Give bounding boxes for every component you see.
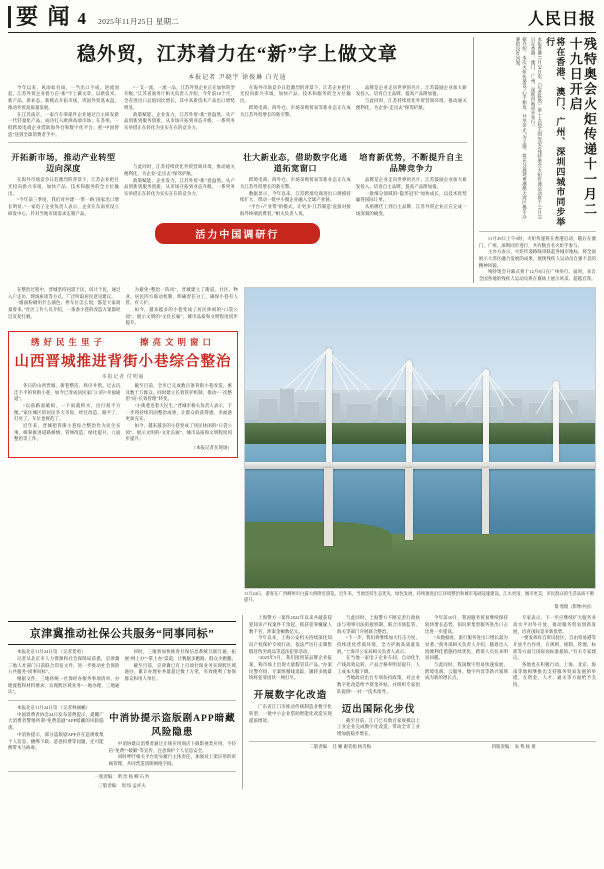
subsection-paragraph: 一批细分领域的“隐形冠军”加快成长，以技术优势赢得国际订单。 — [355, 190, 467, 203]
bottom-paragraph: 同时，三地将加快推进社保信息系统互联互通，拓展“网上办”“掌上办”渠道，让数据多跑路、群众少跑腿。 — [124, 649, 237, 661]
bottom-paragraph: 中国消费者协会24日发布消费提示，提醒广大消费者警惕所谓“免费追剧”APP暗藏的风险隐患。 — [8, 711, 104, 731]
highlighted-article-box — [8, 331, 238, 458]
subsection-2 — [240, 147, 351, 217]
editor-credits-left-2 — [8, 783, 236, 789]
editor-credit: 二版责编： 任 姗 谢笑娟 杨雪梅 — [309, 743, 371, 749]
photo-bridge-pier — [324, 468, 333, 546]
bottom-paragraph: “下一步，我们将继续加大打击力度，持续优化营商环境，全力护航高质量发展。”上海市公安局相关负责人表示。 — [337, 635, 421, 654]
lead-subsections — [8, 147, 467, 217]
bottom-dateline: 本报北京11月24日电 （记者贺勇） — [17, 649, 86, 655]
lead-article — [8, 37, 467, 283]
mid-paragraph: 为避免“整治一阵风”，晋城建立了街道、社区、物业、居民四方联动机制，明确责任分工，确保小巷有人管、有人护。 — [125, 286, 238, 306]
bottom-paragraph: 各地也在积极行动。上海、北京、海南等地相继推出支持服务贸易发展的举措，在资金、人才、通关等方面给予支持。 — [513, 662, 597, 688]
news-photo — [244, 287, 596, 589]
bottom-headline-2: 中消协提示盗版剧APP暗藏风险隐患 — [109, 714, 236, 739]
bottom-paragraph: 中消协建议消费者通过正规应用商店下载影视类应用，不轻信“免费”“破解”等宣传，注意保护个人信息安全。 — [108, 741, 237, 753]
bottom-lead: 上海警方一案件2022年以来共破获侵犯知识产权案件千余起，抓获犯罪嫌疑人数千名，涉案金额数亿元。 — [249, 615, 333, 634]
editor-credit: 四版责编： 朱 隽 杨 倩 — [491, 743, 536, 749]
vertical-subheadline: 将在香港、澳门、广州、深圳四城市同步举行 — [545, 37, 566, 227]
lead-paragraph: 在海外市场竞争日趋激烈的背景下，江苏企业把目光投向新兴市场，加快产品、技术和服务的全方位输出。 — [239, 84, 351, 104]
highlighted-paragraph: 近年来，晋城把背街小巷综合整治作为民生实事，统筹推进道路修缮、管网改造、绿化提升、立面整治等工作。 — [14, 423, 121, 442]
highlighted-col-1 — [14, 383, 121, 443]
bottom-dateline-2: 本报北京11月24日电 （记者林丽鹂） — [17, 705, 91, 711]
bottom-paragraph: “要发挥好自贸试验区、自由贸易港等开放平台作用，在规则、规制、管理、标准等方面与国际高标准接轨。”有关专家建议。 — [513, 635, 597, 661]
right-paragraph: 11月29日上午9时，火炬传递将在香港启动，随后在澳门、广州、深圳同步进行，共有数百名火炬手参与。 — [478, 236, 596, 248]
subsection-paragraph: “平台+产业带”的模式，让更多‘江苏制造’直接对接海外终端消费者。”相关负责人说。 — [239, 204, 351, 216]
lead-headline: 稳外贸，江苏着力在“新”字上做文章 — [76, 44, 398, 65]
subsection-paragraph: 从贴牌代工到自主品牌，江苏外贸企业正在完成一场深刻的蜕变。 — [355, 204, 467, 216]
photo-bank-curve — [245, 522, 392, 558]
lead-paragraph: 政策赋能、企业发力，江苏外贸“新”意盎然。从产品创新到服务创新，从市场开拓到业态升级，一系列务实举措正在转化为实实在在的竞争力。 — [123, 111, 235, 130]
bottom-paragraph: 记者从北京市人力资源和社会保障局获悉，京津冀三地人社部门日前联合印发文件，进一步推动社会保险公共服务“同事同标”。 — [8, 655, 120, 675]
subsection-title: 壮大新业态，借助数字化通道拓宽窗口 — [243, 153, 348, 174]
subsection-title: 培育新优势，不断提升自主品牌竞争力 — [359, 153, 464, 174]
photo-bridge-pier — [405, 468, 413, 540]
lead-paragraph: 今年以来，风雨如有雨，一当出口不成，逆流而起，江苏外贸企业着力在“新”字上做文章，以新技术、新产品、新业态、新模式开拓市场，巩固外贸基本盘，推动外贸高质量发展。 — [8, 84, 119, 110]
page-number: 4 — [77, 9, 87, 28]
bottom-paragraph: 与此同时，上海警方不断完善行政执法与刑事司法衔接机制，联合市场监管、海关等部门开展联合整治。 — [337, 615, 421, 634]
photo-caption: 11月24日，游客在广西柳州市白露大桥附近游览。近年来，当地坚持生态优先、绿色发展，持续推进沿江环境整治和城市基础设施建设，江水更清、城市更美，市民群众的生活品质不断提升。 — [244, 590, 594, 603]
bottom-left-column — [8, 615, 236, 789]
subsection-1b — [124, 147, 235, 217]
editor-credits-right — [249, 741, 596, 750]
masthead-right — [528, 6, 596, 29]
editor-credit: 一版责编： 明 治 杨 柳 石 羚 — [94, 773, 150, 779]
subsection-paragraph: “今年前三季度，我们对共建‘一带一路’国家出口增长明显。”一家电子企业负责人表示，企业在东南亚设立研发中心，针对当地市场需求定制产品。 — [8, 197, 119, 216]
bottom-right-columns — [242, 615, 596, 789]
right-paragraph: 残特奥会开幕式将于12月8日在广州举行。届时，来自全国各地的残疾人运动员将在赛场上展示风采、超越自我。 — [478, 269, 596, 282]
vertical-headline: 残特奥会火炬传递十一月二十九日开启 — [567, 37, 597, 217]
highlighted-col-2 — [126, 383, 233, 443]
lead-paragraph: “一支一流、一流一品，江苏外贸企业正在加快转型升级。”江苏省商务厅相关负责人介绍，今年前10个月，全省进出口总值同比增长，其中高新技术产品出口增势明显。 — [123, 84, 235, 110]
bottom-paragraph: 专家表示，下一步应继续扩大服务业高水平对外开放，推动服务贸易创新发展，培育国际竞争新优势。 — [513, 615, 597, 634]
section-title: 要 闻 — [8, 6, 72, 28]
highlighted-paragraph: 冬日的山西晋城，街巷整洁、秩序井然。过去坑洼不平的背街小巷，如今已变成居民家门口的“幸福通道”。 — [14, 382, 121, 402]
divider — [479, 231, 596, 232]
bottom-paragraph: “2025年5月，我们接到某品牌企业报案，称市场上出现大量假冒其产品。”办案民警介绍，专案组循线追踪，辗转多地最终将犯罪团伙一网打尽。 — [249, 655, 333, 681]
bottom-paragraph: 根据文件，三地将统一社保经办服务事项清单、办理流程和材料要求，实现跨区域业务“一地办理、三地通认”。 — [8, 676, 120, 695]
bottom-region — [8, 615, 596, 789]
photo-credit: 黎 寒摄（影像中国） — [554, 604, 594, 610]
masthead — [8, 6, 596, 33]
subsection-1 — [8, 147, 119, 217]
subsection-paragraph: 数据显示，今年以来，江苏跨境电商进出口规模持续扩大，带动一批中小微企业融入全球产业链。 — [239, 190, 351, 203]
lead-paragraph: 跨境电商、海外仓、市场采购贸易等新业态正在成为江苏外贸增长的新引擎。 — [239, 104, 351, 117]
mid-region — [8, 287, 596, 610]
vertical-paragraph: 据介绍，本次火炬传递以“心手相连、共享荣光”为主题，将充分展现粤港澳大湾区携手办赛的良好风貌。 — [515, 37, 528, 219]
bottom-left-col-2 — [125, 649, 237, 696]
bottom-right-col-1 — [425, 615, 508, 737]
bottom-left-col-1 — [8, 649, 120, 696]
bottom-left-columns — [8, 649, 236, 696]
editor-credits-left — [8, 771, 236, 780]
bottom-subhead-1: 开展数字化改造 — [253, 691, 328, 702]
photo-bridge-pier — [482, 468, 489, 534]
vertical-paragraph: 本报香港11月24日电 （记者陈然）第十五届全国运动会残特奥会火炬传递活动将于11月29日在香港、澳门、广州、深圳四地同步举行。 — [531, 37, 543, 219]
subsection-paragraph: 政策赋能、企业发力，江苏外贸“新”意盎然。从产品创新到服务创新，从市场开拓到业态升级，一系列务实举措正在转化为实实在在的竞争力。 — [123, 177, 235, 196]
highlighted-paragraph: “小街巷连着大民生。”晋城市相关负责人表示，下一步将持续巩固整治成果，让群众的获得感、幸福感更加充实。 — [125, 403, 232, 422]
photo-bridge-deck — [245, 462, 595, 469]
highlighted-paragraph: 如今，越来越多的小巷变成了居民休闲的“口袋公园”、展示文明的“文化长廊”，城市品质和文明程度同步提升。 — [125, 423, 232, 442]
photo-bridge-pylon — [483, 369, 489, 462]
bottom-left-col-4 — [109, 705, 236, 768]
lead-byline: 本报记者 尹晓宇 徐俊琳 白光迪 — [188, 74, 287, 81]
mid-paragraph: 在整治过程中，晋城坚持问需于民、问计于民，通过入户走访、现场座谈等方式，广泛听取居民意见建议。 — [8, 286, 121, 299]
bottom-right-col-2 — [513, 615, 596, 737]
vertical-headline-wrap — [479, 37, 596, 227]
mid-paragraph: “墙面粉刷用什么颜色、停车位怎么划，都是大家商量着来。”社区工作人员介绍，一条条小巷的改造方案都经过反复打磨。 — [8, 300, 121, 319]
subsection-title: 开拓新市场，推动产业转型迈向深度 — [11, 153, 116, 174]
kicker-right: 擦亮文明窗口 — [139, 336, 215, 347]
campaign-banner: 活力中国调研行 — [155, 223, 320, 244]
mid-col-1 — [8, 287, 121, 327]
highlighted-headline: 山西晋城推进背街小巷综合整治 — [14, 353, 232, 370]
subsection-paragraph: 品牌是企业走向世界的名片。江苏鼓励企业加大研发投入，培育自主品牌，提高产品附加值。 — [355, 177, 467, 189]
jincheng-article — [8, 287, 238, 610]
top-region — [8, 37, 596, 283]
highlighted-byline: 本报记者 付明丽 — [101, 374, 145, 380]
right-paragraph: 主办方表示，火炬传递路线串联起各城市地标，将全面展示大湾区融合发展的成果，展现残疾人运动员自强不息的精神风貌。 — [478, 249, 596, 268]
photo-greenbelt — [245, 423, 595, 444]
bottom-paragraph: 广东省江门市推动传统制造业数字化转型，一批中小企业借助智能化改造实现提质增效。 — [249, 704, 333, 723]
kicker-row — [14, 336, 232, 350]
lead-col-3 — [240, 85, 351, 139]
lead-body-columns — [8, 85, 467, 139]
photo-buildings — [245, 387, 595, 426]
bottom-left-col-3 — [8, 705, 104, 768]
bottom-paragraph: 今年以来，上海公安机关持续深化知识产权保护专项行动，依法严厉打击制售假冒伪劣商品等违法犯罪活动。 — [249, 635, 333, 654]
publication-date: 2025年11月25日 星期二 — [98, 17, 180, 26]
bottom-paragraph: 同时呼吁相关平台切实履行主体责任，加强对上架应用的审核管理，共同营造清朗网络空间。 — [108, 754, 237, 767]
lead-col-4 — [356, 85, 467, 139]
divider — [8, 142, 467, 143]
bottom-mid-col-2 — [337, 615, 420, 737]
bottom-paragraph: 当地政府出台专项扶持政策，对企业数字化改造给予资金补贴，并组织专家团队提供“一对一”技术指导。 — [337, 675, 421, 694]
bottom-mid-col-1 — [249, 615, 332, 737]
subsection-paragraph: 与此同时，江苏持续优化外贸营商环境，推动通关便利化，为企业“走出去”保驾护航。 — [123, 164, 235, 176]
editor-credit: 三版责编： 周 煊 孟祥夫 — [98, 782, 146, 788]
subsection-paragraph: 跨境电商、海外仓、市场采购贸易等新业态正在成为江苏外贸增长的新引擎。 — [239, 177, 351, 189]
bottom-left-second-story — [8, 705, 236, 768]
bottom-paragraph: 今年前10月，我国服务贸易继续保持较快增长态势，知识密集型服务进出口占比进一步提高。 — [425, 615, 509, 634]
highlighted-footer-note: （本报记者在现场） — [191, 445, 232, 451]
mid-left-pre-columns — [8, 287, 238, 327]
lead-paragraph: 品牌是企业走向世界的名片。江苏鼓励企业加大研发投入，培育自主品牌，提高产品附加值。 — [355, 84, 467, 97]
bottom-paragraph: 中消协提示，部分盗版剧APP存在违规收集个人信息、捆绑下载、恶意扣费等问题，还可能携带木马病毒。 — [8, 731, 104, 751]
bottom-paragraph: 与此同时，我国数字贸易快速发展，跨境电商、云服务、数字内容等新兴领域成为新的增长点。 — [425, 662, 509, 681]
kicker-left: 绣好民生里子 — [30, 336, 106, 347]
lead-paragraph: 与此同时，江苏持续优化外贸营商环境，推动通关便利化，为企业“走出去”保驾护航。 — [355, 98, 467, 110]
photo-feature — [244, 287, 594, 610]
right-feature-column — [473, 37, 596, 283]
bottom-headline-1: 京津冀推动社保公共服务“同事同标” — [8, 621, 236, 645]
bottom-paragraph: 截至目前，京津冀已有上百项社保业务实现跨区域通办，累计办理业务量超过数十万笔，有效便利了参保群众和用人单位。 — [124, 662, 237, 681]
masthead-left — [8, 6, 179, 29]
photo-bridge-pylon — [326, 348, 332, 462]
paper-logo: 人民日报 — [527, 11, 596, 28]
lead-paragraph: 在江苏南京，一家汽车零部件企业通过自主研发新一代轻量化产品，成功打入欧洲高端市场；在苏州，一批跨境电商企业借助海外仓和数字化平台，把“中国智造”送到全球消费者手中。 — [8, 111, 119, 137]
subsection-paragraph: 在海外市场竞争日趋激烈的背景下，江苏企业把目光投向新兴市场，加快产品、技术和服务的全方位输出。 — [8, 177, 119, 196]
photo-bridge-pylon — [553, 381, 559, 462]
bottom-right-grid — [249, 615, 596, 737]
lead-col-1 — [8, 85, 119, 139]
mid-paragraph: 如今，越来越多的小巷变成了居民休闲的“口袋公园”、展示文明的“文化长廊”，城市品质和文明程度同步提升。 — [125, 306, 238, 326]
highlighted-columns — [14, 383, 232, 443]
highlighted-paragraph: “以前路面破损，一下雨就积水，出行很不方便。”家住城区的居民李大爷说，经过改造，路平了、灯亮了、车位也规范了。 — [14, 403, 121, 422]
photo-bridge-pylon — [406, 360, 412, 462]
divider — [8, 700, 236, 701]
subsection-3 — [356, 147, 467, 217]
highlighted-paragraph: 截至目前，全市已完成数百条背街小巷改造，惠及数十万群众。同时建立长效管护机制，推动“一次整治”向“长效管理”转变。 — [125, 382, 232, 402]
bottom-paragraph: 在当地一家电子企业车间，自动化生产线高效运转，产品合格率明显提升，人工成本大幅下降。 — [337, 655, 421, 674]
lead-col-2 — [124, 85, 235, 139]
bottom-paragraph: “从数据看，旅行服务进出口增长最为显著。”商务部相关负责人介绍，随着出入境便利化措施持续优化，跨境人员往来明显回暖。 — [425, 635, 509, 661]
bottom-paragraph: 截至目前，江门已有数百家规模以上工业企业完成数字化改造，带动全市工业增加值稳步增长。 — [337, 717, 421, 736]
mid-col-2 — [126, 287, 239, 327]
bottom-subhead-2: 迈出国际化步伐 — [341, 704, 416, 715]
